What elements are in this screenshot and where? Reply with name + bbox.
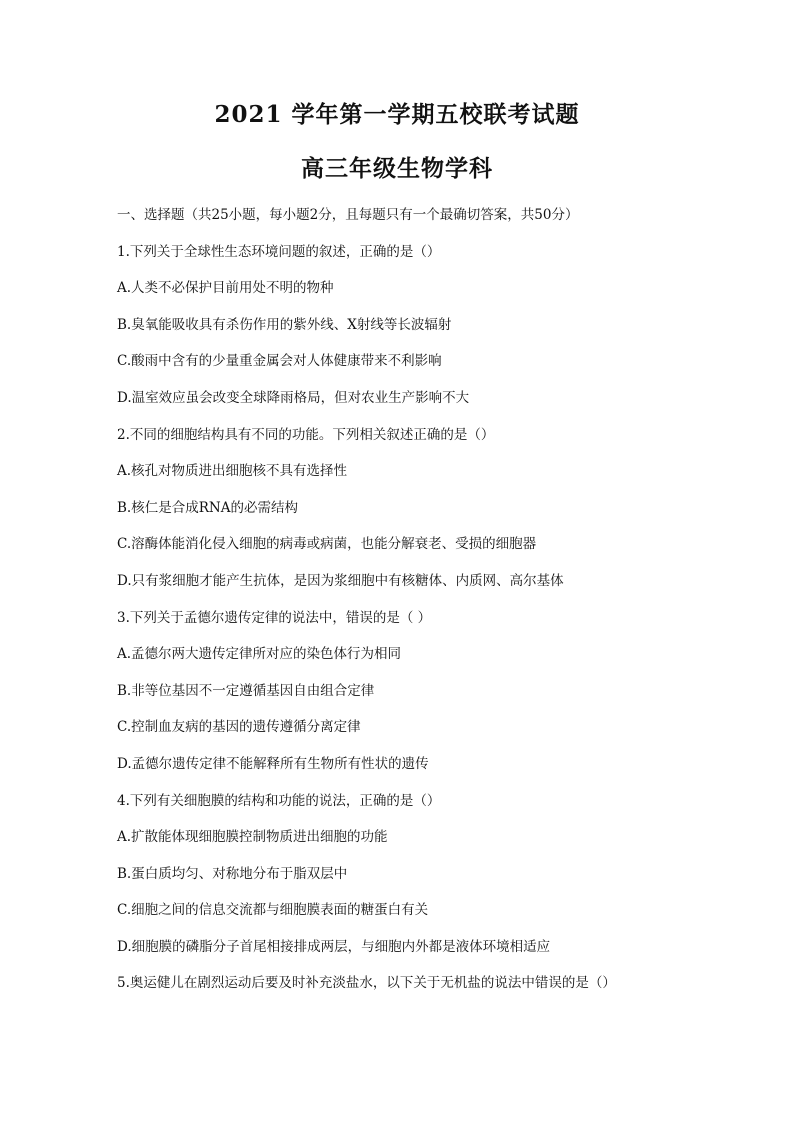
question-stem: 5.奥运健儿在剧烈运动后要及时补充淡盐水，以下关于无机盐的说法中错误的是（）	[117, 975, 616, 992]
option-c: C.溶酶体能消化侵入细胞的病毒或病菌，也能分解衰老、受损的细胞器	[117, 536, 537, 553]
exam-title: 2021 学年第一学期五校联考试题	[214, 101, 580, 128]
question-stem: 1.下列关于全球性生态环境问题的叙述，正确的是（）	[117, 243, 441, 260]
question-1	[117, 243, 757, 426]
question-2	[117, 426, 757, 609]
option-b: B.臭氧能吸收具有杀伤作用的紫外线、X射线等长波辐射	[117, 316, 452, 333]
option-d: D.只有浆细胞才能产生抗体，是因为浆细胞中有核糖体、内质网、高尔基体	[117, 572, 564, 589]
question-stem: 3.下列关于孟德尔遗传定律的说法中，错误的是（ ）	[117, 609, 432, 626]
option-a: A.扩散能体现细胞膜控制物质进出细胞的功能	[117, 829, 388, 846]
question-5	[117, 974, 757, 1011]
question-stem: 2.不同的细胞结构具有不同的功能。下列相关叙述正确的是（）	[117, 426, 495, 443]
option-a: A.核孔对物质进出细胞核不具有选择性	[117, 463, 348, 480]
option-d: D.温室效应虽会改变全球降雨格局，但对农业生产影响不大	[117, 389, 470, 406]
option-b: B.非等位基因不一定遵循基因自由组合定律	[117, 682, 375, 699]
exam-subtitle: 高三年级生物学科	[301, 155, 493, 182]
exam-body	[117, 206, 757, 1011]
option-d: D.细胞膜的磷脂分子首尾相接排成两层，与细胞内外都是液体环境相适应	[117, 938, 551, 955]
question-4	[117, 792, 757, 975]
option-b: B.蛋白质均匀、对称地分布于脂双层中	[117, 865, 348, 882]
section-heading: 一、选择题（共25小题，每小题2分，且每题只有一个最确切答案，共50分）	[117, 207, 579, 223]
option-a: A.人类不必保护目前用处不明的物种	[117, 280, 334, 297]
option-c: C.控制血友病的基因的遗传遵循分离定律	[117, 719, 361, 736]
option-c: C.细胞之间的信息交流都与细胞膜表面的糖蛋白有关	[117, 902, 429, 919]
option-a: A.孟德尔两大遗传定律所对应的染色体行为相同	[117, 646, 402, 663]
option-c: C.酸雨中含有的少量重金属会对人体健康带来不利影响	[117, 353, 442, 370]
option-b: B.核仁是合成RNA的必需结构	[117, 499, 298, 516]
question-3	[117, 609, 757, 792]
option-d: D.孟德尔遗传定律不能解释所有生物所有性状的遗传	[117, 755, 429, 772]
question-stem: 4.下列有关细胞膜的结构和功能的说法，正确的是（）	[117, 792, 441, 809]
